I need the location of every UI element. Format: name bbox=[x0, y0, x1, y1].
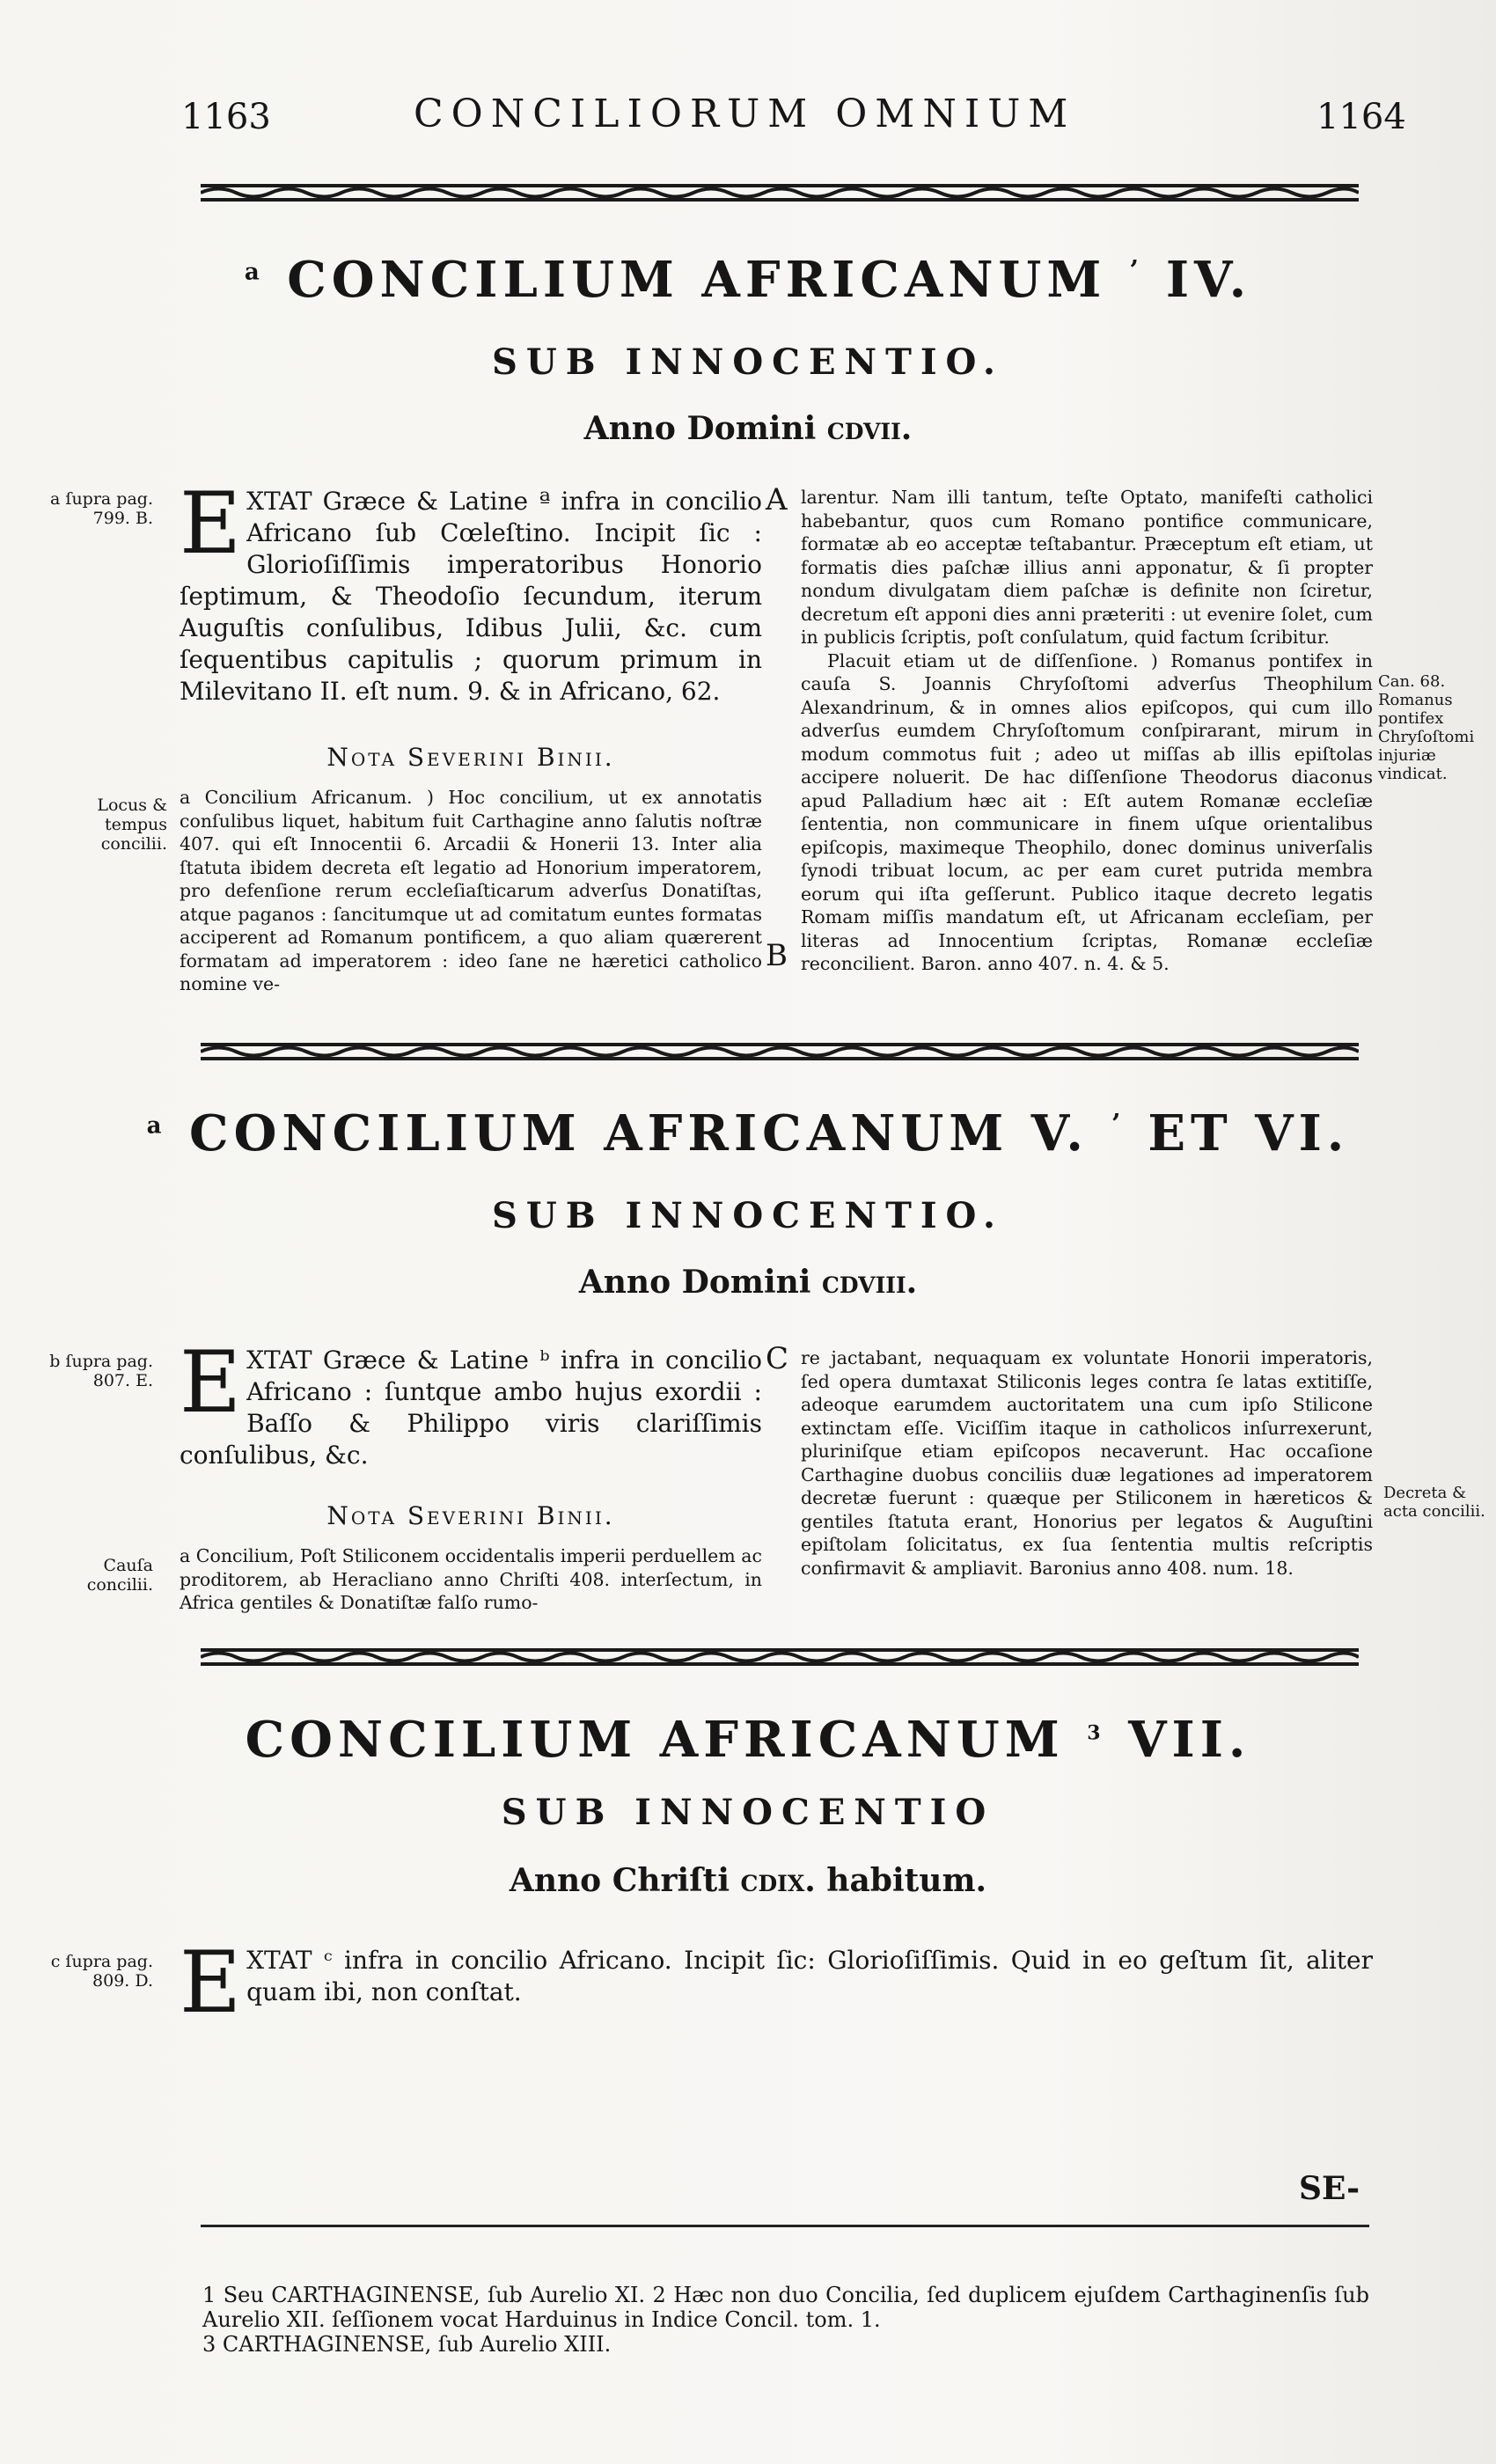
note-paragraph-iv: a Concilium Africanum. ) Hoc concilium, ut ex annotatis conſulibus liquet, habitum fuit Carthagine anno ſalutis noſtræ 407. qui eſt Innocentii 6. Arcadii & Honerii 13. Inter alia ſtatuta ibidem decreta eſt legatio ad Honorium imperatorem, pro defenſione rerum eccleſiaſticarum adverſus Donatiſtas, atque paganos : ſancitumque ut ad comitatum euntes formatas acciperent ad Romanum pontificem, a quo aliam quærerent formatam ad imperatorem : ideo ſane ne hæretici catholico nomine ve- bbox=[180, 787, 762, 994]
section-anno-v-vi: Anno Domini cdviii. bbox=[578, 1264, 918, 1301]
intro-paragraph-v-vi: EXTAT Græce & Latine ᵇ infra in concilio Africano : ſuntque ambo hujus exordii : Baſſo & Philippo viris clariſſimis conſulibus, &c. bbox=[180, 1333, 762, 1470]
footnote-rule bbox=[201, 2225, 1369, 2227]
margin-note-can68: Can. 68. Romanus pontifex Chryſoſtomi injuriæ vindicat. bbox=[1378, 672, 1475, 783]
section-anno-iv: Anno Domini cdvii. bbox=[583, 410, 913, 447]
ornamental-rule bbox=[201, 1646, 1359, 1668]
margin-note-ref-a: a ſupra pag. 799. B. bbox=[50, 489, 153, 528]
margin-letter-a: A bbox=[766, 482, 788, 517]
right-column-v-vi: re jactabant, nequaquam ex voluntate Honorii imperatoris, ſed opera dumtaxat Stiliconis leges contra ſe latas extitiſſe, adeoque earumdem auctoritatem una cum ipſo Stilicone extinctam eſſe. Viciſſim itaque in catholicos inſurrexerunt, pluriniſque etiam epiſcopos necaverunt. Hac occaſione Carthagine duobus conciliis duæ legationes ad imperatorem decretæ fuerunt : quæque per Stiliconem in hæreticos & gentiles ſtatuta erant, Honorius per legatos & Auguſtini epiſtolam ſolicitatus, ex ſua ſententia multis reſcriptis confirmavit & ampliavit. Baronius anno 408. num. 18. bbox=[801, 1347, 1373, 1579]
section-title-v-vi: $^a$ CONCILIUM AFRICANUM V. $^ʼ$ ET VI. bbox=[146, 1104, 1350, 1162]
intro-paragraph-iv: EXTAT Græce & Latine ª infra in concilio Africano ſub Cœleſtino. Incipit ſic : Glorioſiſſimis imperatoribus Honorio ſeptimum, & Theodoſio ſecundum, iterum Auguſtis conſulibus, Idibus Julii, &c. cum ſequentibus capitulis ; quorum primum in Milevitano II. eſt num. 9. & in Africano, 62. bbox=[180, 474, 762, 706]
section-subtitle-iv: SUB INNOCENTIO. bbox=[492, 341, 1004, 383]
nota-heading-v-vi: Nota Severini Binii. bbox=[326, 1501, 615, 1530]
margin-note-locus: Locus & tempus concilii. bbox=[97, 796, 167, 854]
section-subtitle-v-vi: SUB INNOCENTIO. bbox=[492, 1195, 1004, 1236]
margin-letter-b: B bbox=[766, 938, 788, 973]
note-paragraph-v-vi: a Concilium, Poſt Stiliconem occidentalis imperii perduellem ac proditorem, ab Heracliano anno Chriſti 408. interſectum, in Africa gentiles & Donatiſtæ falſo rumo- bbox=[180, 1545, 762, 1613]
ornamental-rule bbox=[201, 181, 1359, 204]
drop-cap: E bbox=[180, 1933, 242, 2032]
margin-letter-c: C bbox=[766, 1341, 789, 1376]
left-column-iv bbox=[180, 474, 762, 996]
note-paragraph-iv-dissensio: Placuit etiam ut de diſſenſione. ) Romanus pontifex in cauſa S. Joannis Chryſoſtomi adverſus Theophilum Alexandrinum, & in omnes alios epiſcopos, qui cum illo adverſus eumdem Chryſoſtomum conſpirarant, mirum in modum commotus fuit ; adeo ut miſſas ab illis epiſtolas accipere noluerit. De hac diſſenſione Theodorus diaconus apud Palladium hæc ait : Eſt autem Romanæ eccleſiæ ſententia, non communicare in finem uſque orientalibus epiſcopis, maximeque Theophilo, donec dominus univerſalis ſynodi tribuat locum, ac per eam curet putrida membra eorum qui iſta geſſerunt. Publico itaque decreto legatis Romam miſſis mandatum eſt, ut Africanam eccleſiam, per literas ad Innocentium ſcriptas, Romanæ eccleſiæ reconcilient. Baron. anno 407. n. 4. & 5. bbox=[801, 649, 1373, 974]
section-subtitle-vii: SUB INNOCENTIO bbox=[501, 1792, 995, 1833]
ornamental-rule bbox=[201, 1040, 1359, 1063]
footnote-3: 3 CARTHAGINENSE, ſub Aurelio XIII. bbox=[202, 2332, 612, 2357]
section-title-vii: CONCILIUM AFRICANUM $^3$ VII. bbox=[245, 1711, 1251, 1769]
margin-note-causa: Cauſa concilii. bbox=[86, 1556, 153, 1595]
footnote-1-2: 1 Seu CARTHAGINENSE, ſub Aurelio XI. 2 Hæc non duo Concilia, ſed duplicem ejuſdem Carthaginenſis ſub Aurelio XII. ſeſſionem vocat Harduinus in Indice Concil. tom. 1. bbox=[202, 2283, 1369, 2332]
section-title-iv: $^a$ CONCILIUM AFRICANUM $^ʼ$ IV. bbox=[244, 251, 1252, 309]
intro-paragraph-vii: EXTAT ᶜ infra in concilio Africano. Incipit ſic: Glorioſiſſimis. Quid in eo geſtum ſit, aliter quam ibi, non conſtat. bbox=[180, 1933, 1373, 2032]
running-title: CONCILIORUM OMNIUM bbox=[414, 92, 1076, 136]
margin-note-decreta: Decreta & acta concilii. bbox=[1383, 1484, 1485, 1521]
left-column-v-vi bbox=[180, 1333, 762, 1615]
page-number-right: 1164 bbox=[1316, 97, 1406, 137]
page-number-left: 1163 bbox=[181, 97, 271, 137]
nota-heading-iv: Nota Severini Binii. bbox=[326, 743, 615, 772]
margin-note-ref-c: c ſupra pag. 809. D. bbox=[50, 1952, 153, 1991]
section-anno-vii: Anno Chriſti cdix. habitum. bbox=[509, 1862, 987, 1899]
right-column-iv bbox=[801, 486, 1373, 976]
drop-cap: E bbox=[180, 1333, 242, 1432]
margin-note-ref-b: b ſupra pag. 807. E. bbox=[49, 1352, 153, 1390]
catchword: SE- bbox=[1299, 2170, 1360, 2207]
drop-cap: E bbox=[180, 474, 242, 573]
note-paragraph-iv-cont: larentur. Nam illi tantum, teſte Optato, manifeſti catholici habebantur, quos cum Romano pontifice communicare, formatæ ab eo acceptæ teſtabantur. Præceptum eſt etiam, ut formatis dies paſchæ illius anni apponatur, & ſi propter nondum divulgatam diem paſchæ is definite non ſciretur, decretum eſt apponi dies anni præteriti : ut evenire ſolet, cum in publicis ſcriptis, poſt conſulatum, quid factum ſcribitur. bbox=[801, 487, 1373, 648]
